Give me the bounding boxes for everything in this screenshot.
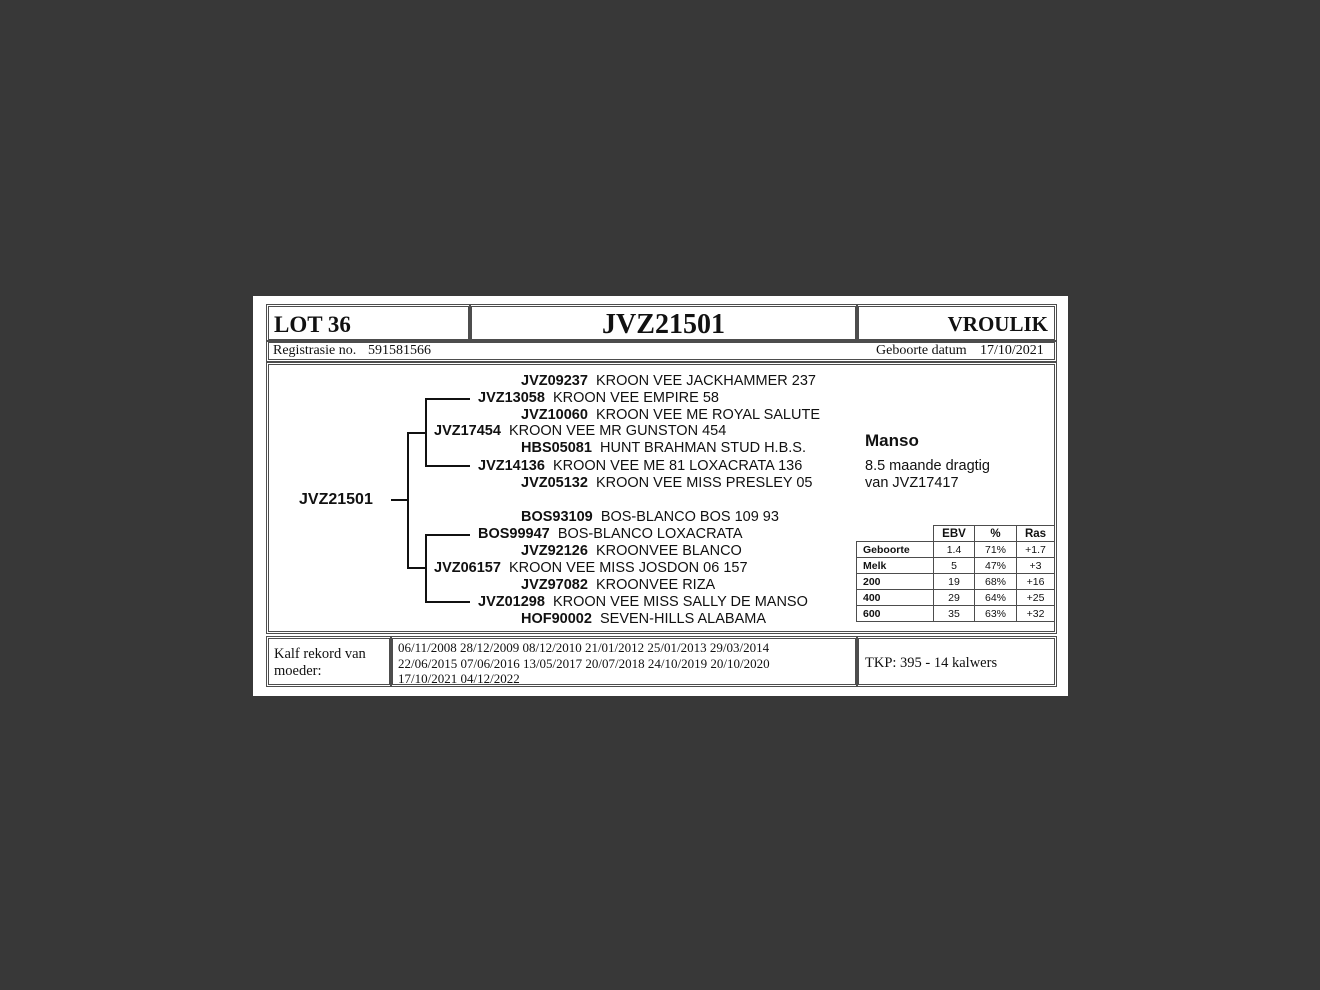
animal-id-box — [471, 306, 856, 340]
connector-to-dam — [407, 567, 427, 569]
pedigree-sire-dam-sire: HBS05081 HUNT BRAHMAN STUD H.B.S. — [521, 440, 806, 456]
calf-dates — [398, 640, 770, 687]
ebv-ras: +25 — [1017, 590, 1055, 606]
connector-to-dam-sire — [425, 534, 470, 536]
ebv-percent: 47% — [975, 558, 1017, 574]
calf-record-label — [274, 646, 366, 680]
ebv-percent: 64% — [975, 590, 1017, 606]
animal-id: JVZ21501 — [602, 309, 725, 340]
pedigree-dam-dam: JVZ01298 KROON VEE MISS SALLY DE MANSO — [478, 594, 808, 610]
ebv-row — [857, 558, 1055, 574]
calf-dates-line: 06/11/2008 28/12/2009 08/12/2010 21/01/2012 25/01/2013 29/03/2014 — [398, 640, 770, 655]
connector-to-dam-dam — [425, 601, 470, 603]
ebv-percent: 63% — [975, 606, 1017, 622]
ebv-row — [857, 606, 1055, 622]
connector-to-sire-dam — [425, 465, 470, 467]
pedigree-subject: JVZ21501 — [299, 491, 373, 508]
ebv-ras: +16 — [1017, 574, 1055, 590]
calf-record-label-line: moeder: — [274, 663, 322, 679]
ebv-row — [857, 574, 1055, 590]
calf-dates-box — [392, 638, 856, 685]
ebv-percent: 68% — [975, 574, 1017, 590]
registration-row — [268, 342, 1055, 360]
ebv-row-label: Geboorte — [857, 542, 934, 558]
pedigree-sire: JVZ17454 KROON VEE MR GUNSTON 454 — [434, 423, 727, 439]
registration-number: 591581566 — [368, 343, 431, 358]
connector-subject — [391, 499, 408, 501]
ebv-ras: +1.7 — [1017, 542, 1055, 558]
ebv-row-label: 400 — [857, 590, 934, 606]
connector-sire-vertical — [425, 398, 427, 467]
pedigree-sire-sire-dam: JVZ10060 KROON VEE ME ROYAL SALUTE — [521, 407, 820, 423]
connector-dam-vertical — [425, 534, 427, 603]
pedigree-dam-sire: BOS99947 BOS-BLANCO LOXACRATA — [478, 526, 743, 542]
lot-box — [268, 306, 469, 340]
ebv-table — [856, 525, 1055, 622]
pedigree-sire-dam: JVZ14136 KROON VEE ME 81 LOXACRATA 136 — [478, 458, 803, 474]
ebv-row — [857, 590, 1055, 606]
ebv-header-percent: % — [975, 526, 1017, 542]
connector-to-sire-sire — [425, 398, 470, 400]
calf-record-label-line: Kalf rekord van — [274, 646, 366, 662]
lot-number: LOT 36 — [274, 312, 351, 337]
ebv-value: 5 — [934, 558, 975, 574]
pedigree-dam-dam-dam: HOF90002 SEVEN-HILLS ALABAMA — [521, 611, 767, 627]
ebv-header-ras: Ras — [1017, 526, 1055, 542]
ebv-ras: +32 — [1017, 606, 1055, 622]
ebv-header-row — [857, 526, 1055, 542]
ebv-ras: +3 — [1017, 558, 1055, 574]
connector-to-sire — [407, 432, 427, 434]
pedigree-dam-dam-sire: JVZ97082 KROONVEE RIZA — [521, 577, 716, 593]
calf-dates-line: 17/10/2021 04/12/2022 — [398, 671, 520, 686]
pregnancy-status: 8.5 maande dragtig — [865, 458, 990, 474]
pedigree-sire-sire-sire: JVZ09237 KROON VEE JACKHAMMER 237 — [521, 373, 816, 389]
ebv-value: 19 — [934, 574, 975, 590]
tkp-box — [858, 638, 1055, 685]
birth-date-label: Geboorte datum — [876, 343, 967, 358]
ebv-value: 29 — [934, 590, 975, 606]
sex-box — [858, 306, 1055, 340]
pregnancy-sire: van JVZ17417 — [865, 475, 959, 491]
registration-label: Registrasie no. — [273, 343, 357, 358]
ebv-value: 35 — [934, 606, 975, 622]
pedigree-dam-sire-sire: BOS93109 BOS-BLANCO BOS 109 93 — [521, 509, 779, 525]
ebv-corner-cell — [857, 526, 934, 542]
ebv-percent: 71% — [975, 542, 1017, 558]
tkp-summary: TKP: 395 - 14 kalwers — [865, 655, 998, 671]
ebv-header-ebv: EBV — [934, 526, 975, 542]
pedigree-dam-sire-dam: JVZ92126 KROONVEE BLANCO — [521, 543, 742, 559]
pedigree-sire-dam-dam: JVZ05132 KROON VEE MISS PRESLEY 05 — [521, 475, 813, 491]
birth-date: 17/10/2021 — [980, 343, 1044, 358]
connector-main-vertical — [407, 432, 409, 569]
pedigree-sire-sire: JVZ13058 KROON VEE EMPIRE 58 — [478, 390, 719, 406]
ebv-row-label: Melk — [857, 558, 934, 574]
sex-label: VROULIK — [947, 312, 1048, 336]
animal-name: Manso — [865, 431, 919, 450]
pedigree-dam: JVZ06157 KROON VEE MISS JOSDON 06 157 — [434, 560, 748, 576]
calf-record-label-box — [268, 638, 390, 685]
lot-card — [253, 296, 1068, 696]
ebv-row — [857, 542, 1055, 558]
ebv-row-label: 200 — [857, 574, 934, 590]
ebv-value: 1.4 — [934, 542, 975, 558]
calf-dates-line: 22/06/2015 07/06/2016 13/05/2017 20/07/2018 24/10/2019 20/10/2020 — [398, 655, 770, 671]
ebv-row-label: 600 — [857, 606, 934, 622]
